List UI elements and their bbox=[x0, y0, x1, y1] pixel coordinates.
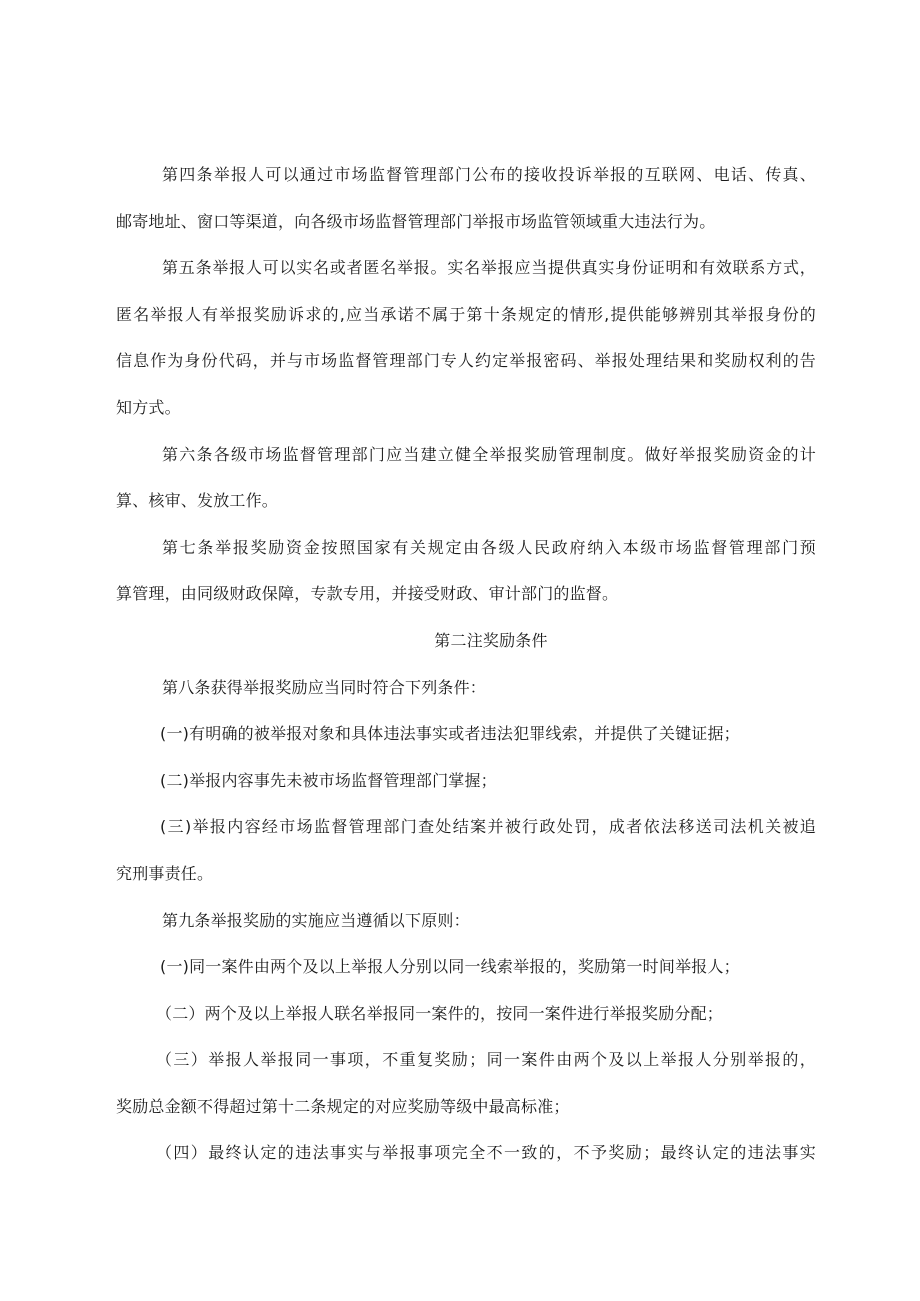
article-5-line-3: 信息作为身份代码，并与市场监督管理部门专人约定举报密码、举报处理结果和奖励权利的告 bbox=[116, 351, 816, 371]
article-7-line-1: 第七条举报奖励资金按照国家有关规定由各级人民政府纳入本级市场监督管理部门预 bbox=[162, 537, 816, 557]
document-body bbox=[116, 152, 816, 1177]
article-5-line-4: 知方式。 bbox=[116, 397, 181, 417]
article-5-line-1: 第五条举报人可以实名或者匿名举报。实名举报应当提供真实身份证明和有效联系方式， bbox=[162, 258, 816, 278]
article-8-item-3-line-1: (三)举报内容经市场监督管理部门查处结案并被行政处罚，成者依法移送司法机关被追 bbox=[160, 817, 816, 837]
article-8-item-2: (二)举报内容事先未被市场监督管理部门掌握； bbox=[160, 770, 497, 790]
article-8-item-3-line-2: 究刑事责任。 bbox=[116, 863, 214, 883]
article-9-item-1: (一)同一案件由两个及以上举报人分别以同一线索举报的，奖励第一时间举报人； bbox=[160, 957, 740, 977]
article-9-item-3-line-1: （三）举报人举报同一事项，不重复奖励；同一案件由两个及以上举报人分别举报的， bbox=[156, 1050, 816, 1070]
article-9-item-4-line-1: （四）最终认定的违法事实与举报事项完全不一致的，不予奖励；最终认定的违法事实 bbox=[156, 1143, 816, 1163]
article-6-line-1: 第六条各级市场监督管理部门应当建立健全举报奖励管理制度。做好举报奖励资金的计 bbox=[162, 444, 816, 464]
article-4-line-2: 邮寄地址、窗口等渠道，向各级市场监督管理部门举报市场监管领域重大违法行为。 bbox=[116, 211, 716, 231]
article-5-line-2: 匿名举报人有举报奖励诉求的,应当承诺不属于第十条规定的情形,提供能够辨别其举报身份的 bbox=[116, 304, 816, 324]
section-heading: 第二注奖励条件 bbox=[434, 630, 548, 650]
article-9-line-1: 第九条举报奖励的实施应当遵循以下原则： bbox=[162, 910, 470, 930]
article-9-item-2: （二）两个及以上举报人联名举报同一案件的，按同一案件进行举报奖励分配； bbox=[156, 1003, 724, 1023]
article-9-item-3-line-2: 奖励总金额不得超过第十二条规定的对应奖励等级中最高标准； bbox=[116, 1096, 570, 1116]
article-4-line-1: 第四条举报人可以通过市场监督管理部门公布的接收投诉举报的互联网、电话、传真、 bbox=[162, 165, 816, 184]
article-6-line-2: 算、核审、发放工作。 bbox=[116, 491, 279, 511]
article-8-line-1: 第八条获得举报奖励应当同时符合下列条件： bbox=[162, 677, 487, 697]
article-7-line-2: 算管理，由同级财政保障，专款专用，并接受财政、审计部门的监督。 bbox=[116, 584, 619, 604]
article-8-item-1: (一)有明确的被举报对象和具体违法事实或者违法犯罪线索，并提供了关键证据； bbox=[160, 724, 740, 744]
